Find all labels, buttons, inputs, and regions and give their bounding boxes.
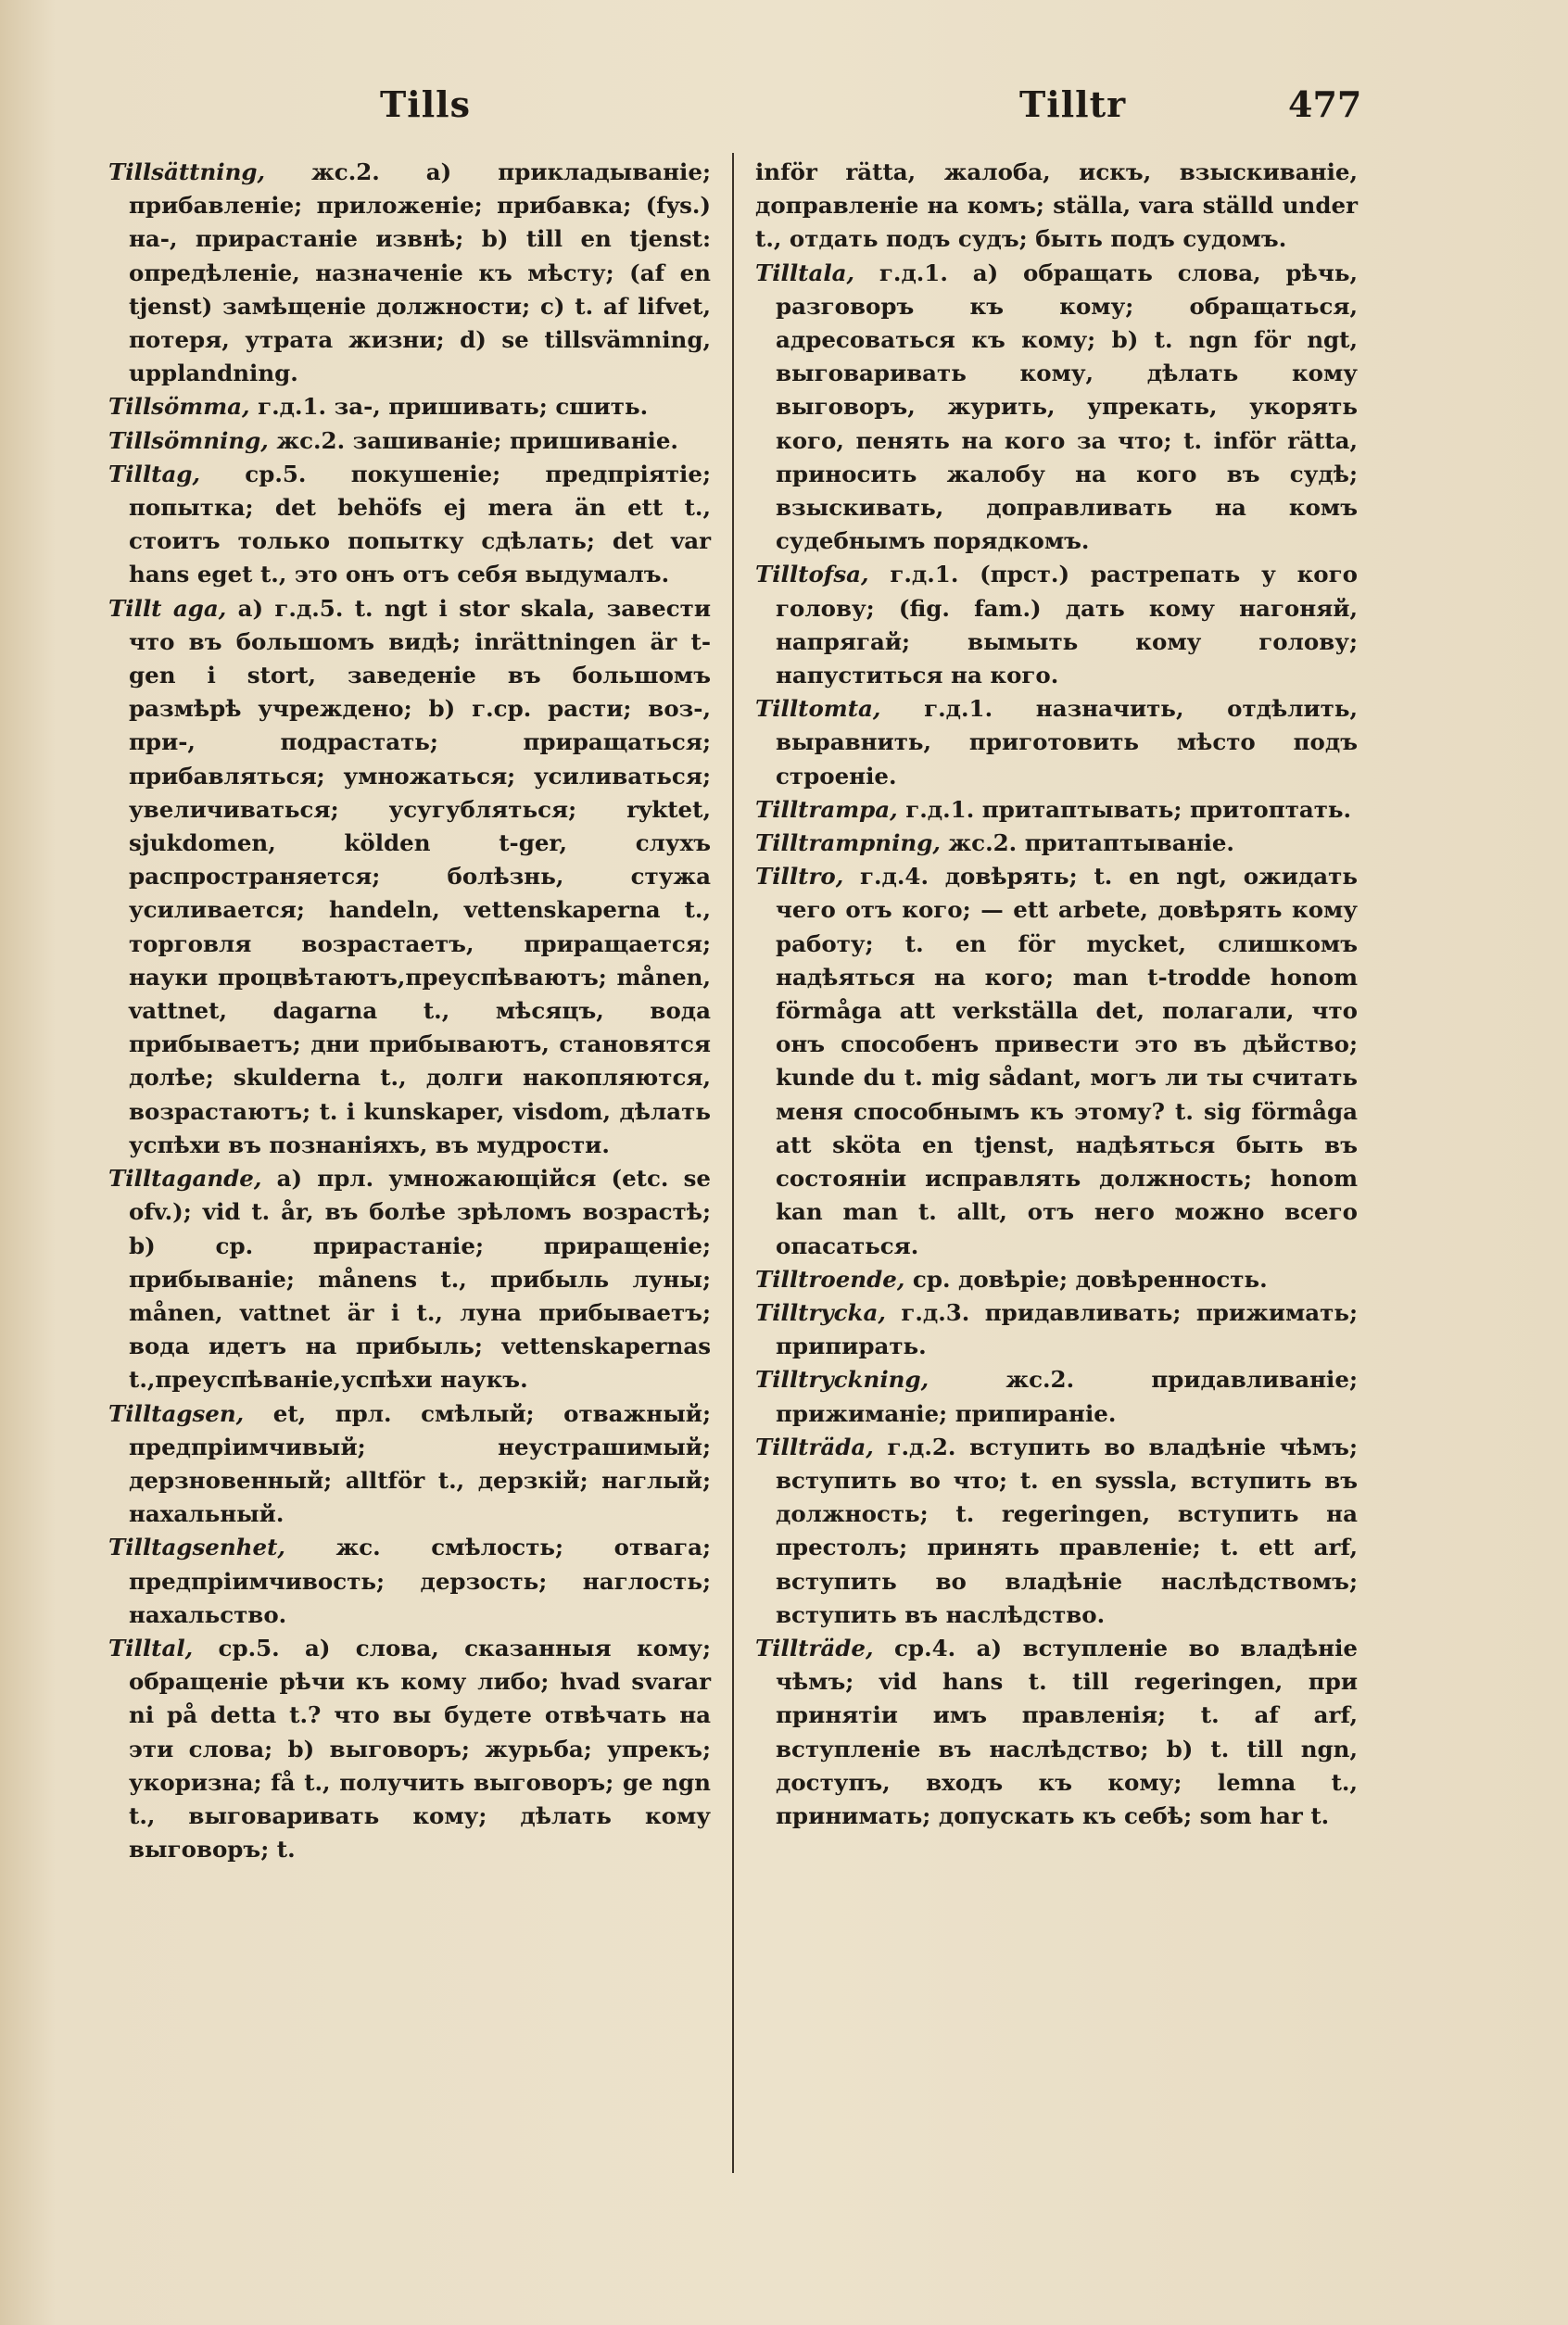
entry-headword: Tilltal, xyxy=(108,1634,194,1662)
entry-headword: Tillträde, xyxy=(755,1634,874,1662)
dictionary-entry xyxy=(755,1263,1358,1296)
entry-headword: Tilltro, xyxy=(755,863,844,891)
entry-definition: ср.5. a) слова, сказанныя кому; обращеніе рѣчи къ кому либо; hvad svarar ni på detta t.? что вы будете отвѣчать на эти слова; b) выговоръ; журьба; упрекъ; укоризна; få t., получить выговоръ; ge ngn t., выговаривать кому; дѣлать кому выговоръ; t. xyxy=(129,1634,711,1864)
dictionary-entry xyxy=(755,558,1358,692)
entry-definition: жс.2. притаптываніе. xyxy=(940,829,1234,857)
entry-definition: жс. смѣлость; отвага; предпріимчивость; дерзость; наглость; нахальство. xyxy=(129,1534,711,1628)
dictionary-entry xyxy=(108,592,711,1162)
entry-definition: г.д.1. притаптывать; притоптать. xyxy=(897,795,1352,823)
dictionary-entry xyxy=(755,793,1358,827)
entry-headword: Tillsömma, xyxy=(108,393,250,421)
dictionary-entry xyxy=(755,1363,1358,1430)
entry-headword: Tilltrycka, xyxy=(755,1298,886,1326)
dictionary-entry xyxy=(108,1531,711,1632)
entry-definition: г.д.1. за-, пришивать; сшить. xyxy=(249,393,649,421)
dictionary-entry xyxy=(108,458,711,592)
entry-definition: et, прл. смѣлый; отважный; предпріимчивый; неустрашимый; дерзновенный; alltför t., дерзкій; наглый; нахальный. xyxy=(129,1399,711,1528)
dictionary-entry xyxy=(755,257,1358,559)
entry-definition: a) г.д.5. t. ngt i stor skala, завести что въ большомъ видѣ; inrättningen är t-gen i stort, заведеніе въ большомъ размѣрѣ учреждено; b) г.ср. расти; воз-, при-, подрастать; приращаться; прибавляться; умножаться; усиливаться; увеличиваться; усугубляться; ryktet, sjukdomen, kölden t-ger, слухъ распространяется; болѣзнь, стужа усиливается; handeln, vettenskaperna t., торговля возрастаетъ, приращается; науки процвѣтаютъ,преуспѣваютъ; månen, vattnet, dagarna t., мѣсяцъ, вода прибываетъ; дни прибываютъ, становятся долѣе; skulderna t., долги накопляются, возрастаютъ; t. i kunskaper, visdom, дѣлать успѣхи въ познаніяхъ, въ мудрости. xyxy=(129,594,711,1158)
dictionary-entry xyxy=(755,692,1358,793)
entry-headword: Tilltag, xyxy=(108,460,201,487)
entry-definition: г.д.1. a) обращать слова, рѣчь, разговоръ къ кому; обращаться, адресоваться къ кому; b) t. ngn för ngt, выговаривать кому, дѣлать кому выговоръ, журить, упрекать, укорять кого, пенять на кого за что; t. inför rätta, приносить жалобу на кого въ судѣ; взыскивать, доправливать на комъ судебнымъ порядкомъ. xyxy=(776,259,1358,555)
entry-headword: Tilltagsenhet, xyxy=(108,1534,285,1561)
entry-definition: г.д.2. вступить во владѣніе чѣмъ; вступить во что; t. en syssla, вступить въ должность; t. regeringen, вступить на престолъ; принять правленіе; t. ett arf, вступить во владѣніе наслѣдствомъ; вступить въ наслѣдство. xyxy=(776,1433,1358,1628)
entry-definition: жс.2. придавливаніе; прижиманіе; припираніе. xyxy=(776,1366,1358,1427)
column-divider xyxy=(732,153,734,2173)
entry-headword: Tilltrampa, xyxy=(755,795,898,823)
entry-definition: г.д.4. довѣрять; t. en ngt, ожидать чего отъ кого; — ett arbete, довѣрять кому работу; t. en för mycket, слишкомъ надѣяться на кого; man t-trodde honom förmåga att verkställa det, полагали, что онъ способенъ привести это въ дѣйство; kunde du t. mig sådant, могъ ли ты считать меня способнымъ къ этому? t. sig förmåga att sköta en tjenst, надѣяться быть въ состояніи исправлять должность; honom kan man t. allt, отъ него можно всего опасаться. xyxy=(776,863,1358,1259)
entry-headword: Tillt aga, xyxy=(108,594,227,622)
entry-definition: ср. довѣріе; довѣренность. xyxy=(904,1265,1268,1293)
entry-headword: Tilltala, xyxy=(755,259,855,286)
right-column xyxy=(755,156,1358,1833)
entry-headword: Tillsömning, xyxy=(108,426,269,454)
entry-headword: Tillsättning, xyxy=(108,158,266,185)
entry-headword: Tilltryckning, xyxy=(755,1366,929,1394)
entry-definition: ср.4. a) вступленіе во владѣніе чѣмъ; vid hans t. till regeringen, при принятіи имъ правленія; t. af arf, вступленіе въ наслѣдство; b) t. till ngn, доступъ, входъ къ кому; lemna t., принимать; допускать къ себѣ; som har t. xyxy=(776,1634,1358,1829)
dictionary-entry xyxy=(108,424,711,458)
entry-headword: Tilltagsen, xyxy=(108,1399,245,1427)
dictionary-entry xyxy=(108,1397,711,1532)
dictionary-entry xyxy=(108,1632,711,1866)
entry-headword: Tilltofsa, xyxy=(755,561,869,588)
entry-definition: жс.2. зашиваніе; пришиваніе. xyxy=(268,426,678,454)
dictionary-entry xyxy=(755,860,1358,1262)
left-column xyxy=(108,156,711,1866)
entry-headword: Tilltroende, xyxy=(755,1265,905,1293)
entry-headword: Tilltomta, xyxy=(755,695,881,723)
dictionary-entry xyxy=(108,1162,711,1396)
entry-definition: a) прл. умножающійся (etc. se ofv.); vid t. år, въ болѣе зрѣломъ возрастѣ; b) ср. прирастаніе; приращеніе; прибываніе; månens t., прибыль луны; månen, vattnet är i t., луна прибываетъ; вода идетъ на прибыль; vettenskapernas t.,преуспѣваніе,успѣхи наукъ. xyxy=(129,1165,711,1394)
entry-definition: ср.5. покушеніе; предпріятіе; попытка; det behöfs ej mera än ett t., стоитъ только попытку сдѣлать; det var hans eget t., это онъ отъ себя выдумалъ. xyxy=(129,460,711,588)
page-header xyxy=(111,83,1390,139)
header-right-guide-word: Tilltr xyxy=(1019,83,1127,125)
entry-definition: inför rätta, жалоба, искъ, взыскиваніе, доправленіе на комъ; ställa, vara ställd under t., отдать подъ судъ; быть подъ судомъ. xyxy=(755,158,1358,253)
dictionary-entry xyxy=(108,156,711,390)
header-left-guide-word: Tills xyxy=(380,83,471,125)
entry-headword: Tilltrampning, xyxy=(755,829,941,857)
dictionary-entry xyxy=(755,1431,1358,1632)
dictionary-entry xyxy=(108,390,711,423)
dictionary-entry xyxy=(755,1632,1358,1833)
entry-headword: Tillträda, xyxy=(755,1433,874,1460)
dictionary-entry xyxy=(755,156,1358,257)
entry-definition: жс.2. a) прикладываніе; прибавленіе; приложеніе; прибавка; (fys.) на-, прирастаніе извнѣ; b) till en tjenst: опредѣленіе, назначеніе къ мѣсту; (af en tjenst) замѣщеніе должности; c) t. af lifvet, потеря, утрата жизни; d) se tillsvämning, upplandning. xyxy=(129,158,711,387)
entry-definition: г.д.1. назначить, отдѣлить, выравнить, приготовить мѣсто подъ строеніе. xyxy=(776,695,1358,790)
dictionary-entry xyxy=(755,1296,1358,1363)
page-number: 477 xyxy=(1288,83,1362,125)
entry-definition: г.д.1. (прст.) растрепать у кого голову; (fig. fam.) дать кому нагоняй, напрягай; вымыть кому голову; напуститься на кого. xyxy=(776,561,1358,689)
entry-headword: Tilltagande, xyxy=(108,1165,262,1193)
dictionary-entry xyxy=(755,827,1358,860)
entry-definition: г.д.3. придавливать; прижимать; припирать. xyxy=(776,1298,1358,1360)
